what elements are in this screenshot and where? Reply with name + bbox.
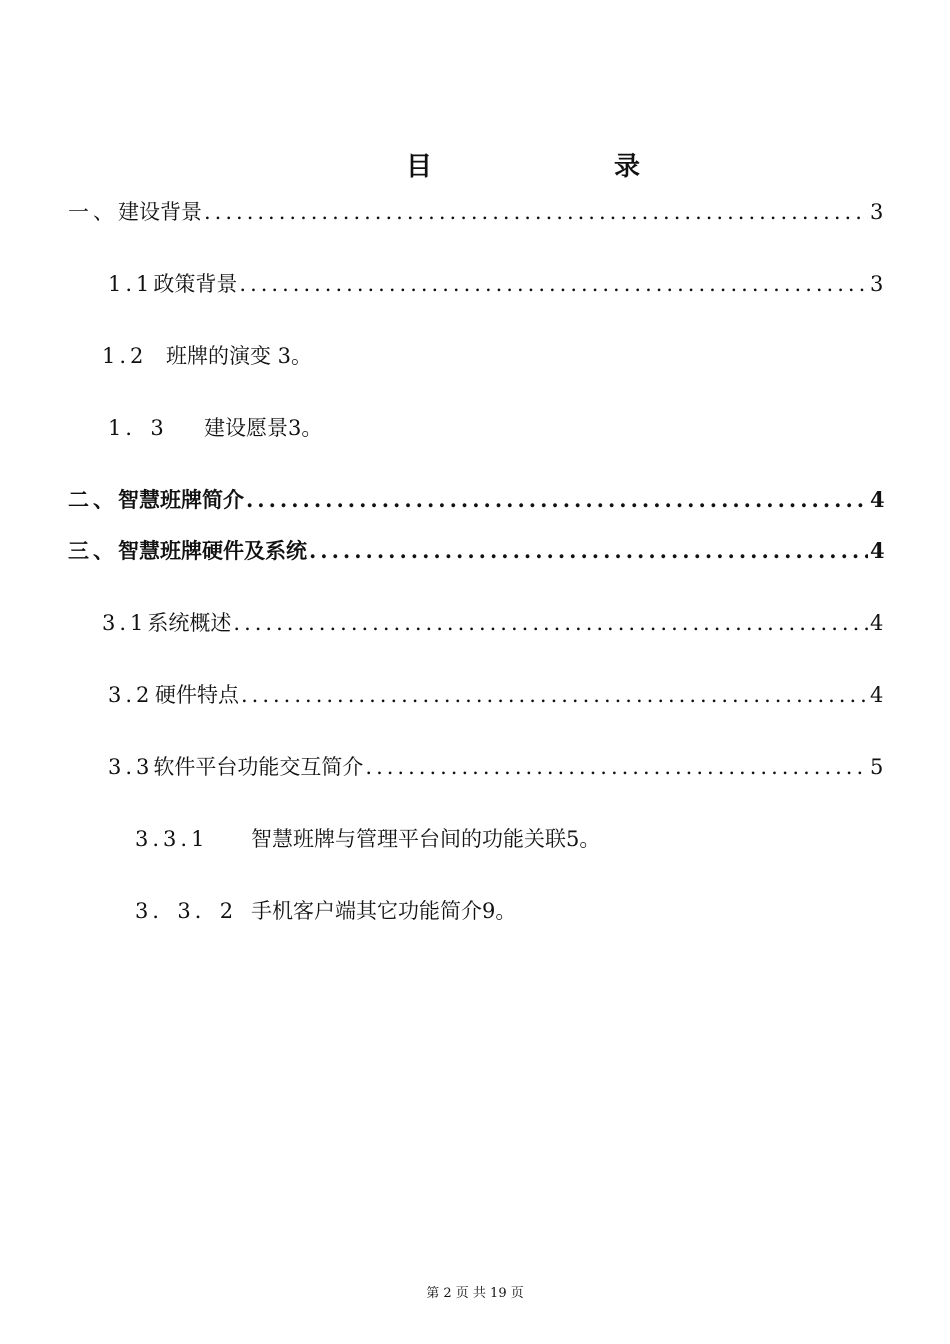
toc-number: 三、 bbox=[68, 538, 118, 563]
toc-entry[interactable] bbox=[102, 340, 502, 372]
toc-entry[interactable] bbox=[135, 823, 735, 855]
toc-number: 3.2 bbox=[108, 683, 154, 707]
toc-label: 智慧班牌与管理平台间的功能关联5。 bbox=[251, 827, 601, 851]
toc-leader-dots bbox=[365, 751, 868, 783]
toc-leader-dots bbox=[309, 535, 868, 567]
toc-entry[interactable] bbox=[68, 535, 885, 567]
toc-leader-dots bbox=[233, 607, 868, 639]
toc-label: 班牌的演变 3。 bbox=[166, 344, 313, 368]
toc-label: 智慧班牌简介 bbox=[118, 487, 244, 512]
toc-label: 软件平台功能交互简介 bbox=[153, 755, 364, 779]
toc-page-number: 3 bbox=[870, 200, 884, 224]
toc-number: 3.3.1 bbox=[135, 827, 209, 851]
toc-number: 3.3 bbox=[108, 755, 154, 779]
toc-entry[interactable] bbox=[68, 196, 882, 228]
toc-entry[interactable] bbox=[108, 268, 882, 300]
toc-page-number: 3 bbox=[870, 272, 884, 296]
toc-page-number: 4 bbox=[870, 538, 885, 563]
toc-entry[interactable] bbox=[108, 412, 508, 444]
page-title: 目 录 bbox=[406, 152, 719, 182]
toc-leader-dots bbox=[241, 679, 868, 711]
toc-number: 3．3．2 bbox=[135, 899, 238, 923]
page-footer: 第 2 页 共 19 页 bbox=[426, 1286, 524, 1301]
toc-entry[interactable] bbox=[135, 895, 735, 927]
toc-number: 1．3 bbox=[108, 416, 168, 440]
toc-entry[interactable] bbox=[108, 679, 882, 711]
toc-label: 政策背景 bbox=[153, 272, 238, 296]
toc-label: 手机客户端其它功能简介9。 bbox=[251, 899, 517, 923]
toc-number: 1.1 bbox=[108, 272, 154, 296]
toc-number: 3.1 bbox=[102, 611, 148, 635]
toc-label: 系统概述 bbox=[147, 611, 232, 635]
toc-label: 建设愿景3。 bbox=[204, 416, 323, 440]
toc-leader-dots bbox=[239, 268, 868, 300]
toc-number: 1.2 bbox=[102, 344, 148, 368]
toc-page-number: 4 bbox=[870, 683, 884, 707]
toc-number: 二、 bbox=[68, 487, 118, 512]
toc-page-number: 4 bbox=[870, 611, 884, 635]
toc-label: 建设背景 bbox=[118, 200, 202, 224]
toc-leader-dots bbox=[246, 484, 868, 516]
toc-label: 硬件特点 bbox=[154, 683, 239, 707]
toc-label: 智慧班牌硬件及系统 bbox=[118, 538, 307, 563]
toc-entry[interactable] bbox=[102, 607, 882, 639]
toc-entry[interactable] bbox=[108, 751, 882, 783]
toc-entry[interactable] bbox=[68, 484, 885, 516]
toc-page-number: 5 bbox=[870, 755, 884, 779]
toc-page-number: 4 bbox=[870, 487, 885, 512]
toc-number: 一、 bbox=[68, 200, 118, 224]
toc-leader-dots bbox=[204, 196, 868, 228]
